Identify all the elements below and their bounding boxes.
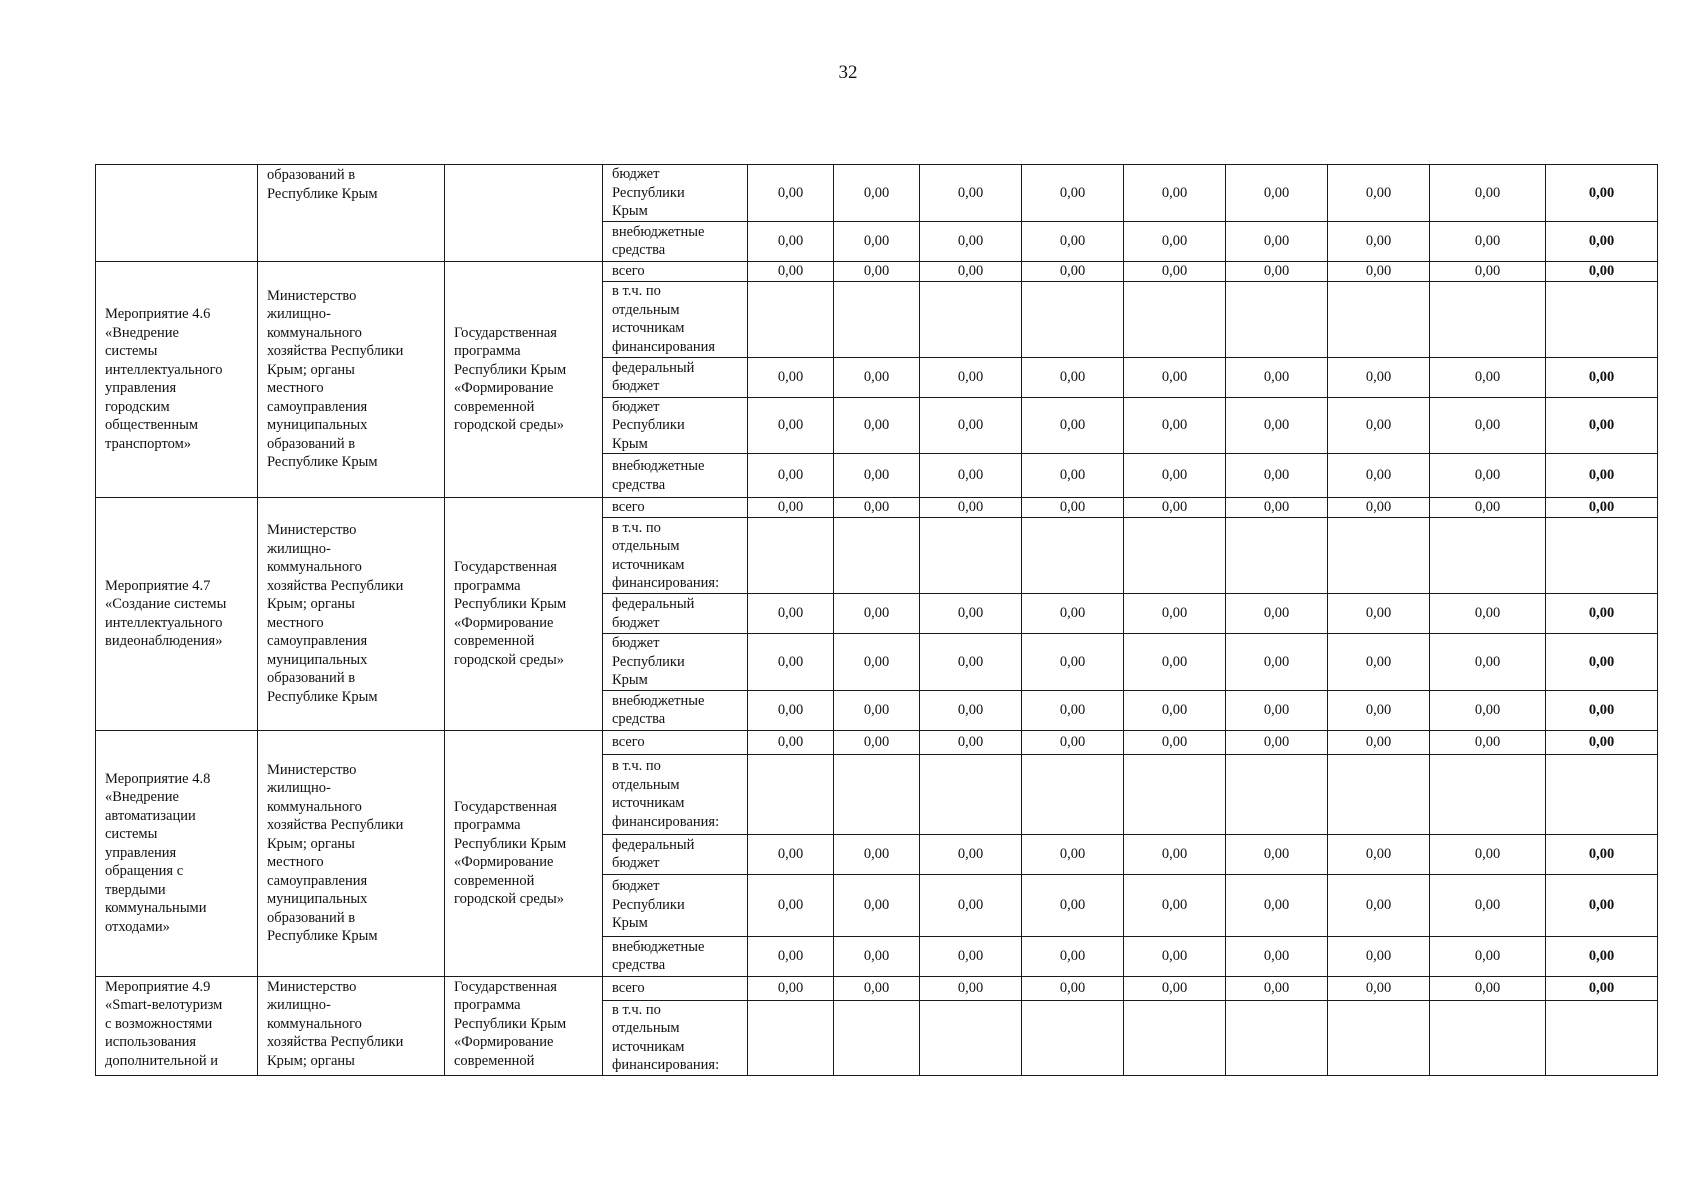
cell-value: 0,00 bbox=[1226, 357, 1328, 397]
cell-program bbox=[445, 730, 603, 976]
cell-value bbox=[1328, 518, 1430, 594]
cell-value: 0,00 bbox=[834, 498, 920, 518]
funding-source-text: в т.ч. по отдельным источникам финансирования bbox=[612, 283, 716, 355]
cell-funding-source bbox=[603, 754, 748, 834]
funding-source-text: в т.ч. по отдельным источникам финансирования: bbox=[612, 519, 720, 591]
cell-value: 0,00 bbox=[1546, 874, 1658, 936]
cell-value: 0,00 bbox=[834, 834, 920, 874]
cell-value bbox=[920, 1000, 1022, 1075]
cell-value bbox=[920, 518, 1022, 594]
cell-value: 0,00 bbox=[1226, 498, 1328, 518]
cell-value bbox=[834, 1000, 920, 1075]
cell-value: 0,00 bbox=[1430, 261, 1546, 281]
funding-source-text: федеральный бюджет bbox=[612, 836, 695, 871]
cell-value: 0,00 bbox=[1226, 976, 1328, 1000]
cell-value: 0,00 bbox=[1124, 690, 1226, 730]
cell-value: 0,00 bbox=[1022, 834, 1124, 874]
cell-value: 0,00 bbox=[1022, 165, 1124, 222]
cell-value: 0,00 bbox=[1022, 690, 1124, 730]
program-text: Государственная программа Республики Крым «Формирование современной городской среды» bbox=[454, 798, 567, 907]
cell-value: 0,00 bbox=[748, 976, 834, 1000]
cell-value: 0,00 bbox=[1328, 498, 1430, 518]
cell-value: 0,00 bbox=[1546, 634, 1658, 691]
cell-value bbox=[1226, 1000, 1328, 1075]
cell-value: 0,00 bbox=[1124, 834, 1226, 874]
cell-funding-source bbox=[603, 221, 748, 261]
cell-value: 0,00 bbox=[1226, 834, 1328, 874]
cell-value: 0,00 bbox=[1226, 936, 1328, 976]
cell-value bbox=[1328, 1000, 1430, 1075]
cell-value: 0,00 bbox=[1430, 454, 1546, 498]
cell-value: 0,00 bbox=[748, 397, 834, 454]
table-row bbox=[96, 498, 1658, 518]
table-row bbox=[96, 261, 1658, 281]
cell-value: 0,00 bbox=[1546, 834, 1658, 874]
cell-executor bbox=[258, 976, 445, 1075]
executor-text: Министерство жилищно- коммунального хозяйства Республики Крым; органы местного самоуправления муниципальных образований в Республике Крым bbox=[267, 287, 404, 471]
cell-value: 0,00 bbox=[748, 634, 834, 691]
cell-funding-source bbox=[603, 834, 748, 874]
cell-value: 0,00 bbox=[1226, 690, 1328, 730]
cell-value: 0,00 bbox=[1328, 594, 1430, 634]
cell-program bbox=[445, 261, 603, 498]
executor-text: Министерство жилищно- коммунального хозяйства Республики Крым; органы местного самоуправления муниципальных образований в Республике Крым bbox=[267, 522, 404, 705]
cell-value: 0,00 bbox=[1022, 634, 1124, 691]
cell-value: 0,00 bbox=[1430, 594, 1546, 634]
cell-program bbox=[445, 498, 603, 731]
funding-source-text: всего bbox=[612, 733, 645, 750]
cell-value: 0,00 bbox=[920, 261, 1022, 281]
cell-value: 0,00 bbox=[1430, 357, 1546, 397]
cell-value: 0,00 bbox=[1124, 221, 1226, 261]
cell-value: 0,00 bbox=[1430, 834, 1546, 874]
cell-value: 0,00 bbox=[748, 936, 834, 976]
cell-value: 0,00 bbox=[1226, 221, 1328, 261]
cell-value: 0,00 bbox=[1430, 221, 1546, 261]
cell-value: 0,00 bbox=[1226, 874, 1328, 936]
cell-funding-source bbox=[603, 498, 748, 518]
cell-value: 0,00 bbox=[1226, 165, 1328, 222]
cell-value: 0,00 bbox=[1430, 165, 1546, 222]
cell-value: 0,00 bbox=[834, 936, 920, 976]
cell-value bbox=[1430, 281, 1546, 357]
cell-value bbox=[1124, 1000, 1226, 1075]
funding-source-text: внебюджетные средства bbox=[612, 458, 705, 493]
funding-source-text: бюджет Республики Крым bbox=[612, 398, 685, 452]
cell-value bbox=[834, 518, 920, 594]
cell-value: 0,00 bbox=[1022, 730, 1124, 754]
cell-value: 0,00 bbox=[1546, 357, 1658, 397]
cell-activity bbox=[96, 976, 258, 1075]
cell-value: 0,00 bbox=[920, 976, 1022, 1000]
cell-activity bbox=[96, 730, 258, 976]
cell-value: 0,00 bbox=[834, 874, 920, 936]
cell-value: 0,00 bbox=[1328, 165, 1430, 222]
cell-funding-source bbox=[603, 397, 748, 454]
cell-value bbox=[1124, 754, 1226, 834]
cell-executor bbox=[258, 261, 445, 498]
cell-value: 0,00 bbox=[1124, 261, 1226, 281]
cell-value bbox=[1022, 281, 1124, 357]
page-number: 32 bbox=[838, 62, 858, 83]
cell-value: 0,00 bbox=[920, 498, 1022, 518]
funding-source-text: всего bbox=[612, 499, 645, 516]
funding-source-text: в т.ч. по отдельным источникам финансирования: bbox=[612, 758, 720, 830]
cell-value bbox=[748, 518, 834, 594]
cell-funding-source bbox=[603, 874, 748, 936]
cell-value: 0,00 bbox=[920, 357, 1022, 397]
funding-source-text: бюджет Республики Крым bbox=[612, 166, 685, 219]
cell-value: 0,00 bbox=[1022, 976, 1124, 1000]
cell-value: 0,00 bbox=[1546, 454, 1658, 498]
cell-funding-source bbox=[603, 357, 748, 397]
executor-text: Министерство жилищно- коммунального хозяйства Республики Крым; органы bbox=[267, 978, 404, 1069]
cell-value bbox=[1546, 1000, 1658, 1075]
funding-source-text: внебюджетные средства bbox=[612, 692, 705, 727]
table-row bbox=[96, 976, 1658, 1000]
cell-value: 0,00 bbox=[1430, 936, 1546, 976]
cell-value: 0,00 bbox=[834, 594, 920, 634]
cell-value bbox=[1022, 1000, 1124, 1075]
activity-text: Мероприятие 4.8 «Внедрение автоматизации системы управления обращения с твердыми коммунальными отходами» bbox=[105, 770, 211, 935]
cell-value: 0,00 bbox=[1546, 936, 1658, 976]
cell-value: 0,00 bbox=[1022, 357, 1124, 397]
cell-value: 0,00 bbox=[1022, 397, 1124, 454]
cell-funding-source bbox=[603, 518, 748, 594]
cell-value: 0,00 bbox=[748, 357, 834, 397]
cell-value bbox=[1546, 754, 1658, 834]
cell-funding-source bbox=[603, 730, 748, 754]
cell-value: 0,00 bbox=[1546, 221, 1658, 261]
cell-value: 0,00 bbox=[834, 634, 920, 691]
financing-table bbox=[95, 164, 1658, 1076]
cell-value: 0,00 bbox=[1124, 357, 1226, 397]
cell-value bbox=[1022, 754, 1124, 834]
cell-value: 0,00 bbox=[1328, 834, 1430, 874]
funding-source-text: федеральный бюджет bbox=[612, 596, 695, 631]
cell-funding-source bbox=[603, 936, 748, 976]
cell-value: 0,00 bbox=[1022, 261, 1124, 281]
cell-value: 0,00 bbox=[1328, 976, 1430, 1000]
cell-value: 0,00 bbox=[1022, 874, 1124, 936]
funding-source-text: федеральный бюджет bbox=[612, 359, 695, 394]
cell-value: 0,00 bbox=[748, 834, 834, 874]
cell-value bbox=[1022, 518, 1124, 594]
cell-value bbox=[834, 754, 920, 834]
cell-value: 0,00 bbox=[748, 165, 834, 222]
cell-value: 0,00 bbox=[1124, 498, 1226, 518]
cell-activity bbox=[96, 165, 258, 262]
cell-value: 0,00 bbox=[1124, 634, 1226, 691]
cell-value: 0,00 bbox=[834, 976, 920, 1000]
cell-value bbox=[1430, 518, 1546, 594]
funding-source-text: бюджет Республики Крым bbox=[612, 878, 685, 932]
cell-funding-source bbox=[603, 1000, 748, 1075]
cell-value: 0,00 bbox=[1546, 397, 1658, 454]
cell-value: 0,00 bbox=[1226, 261, 1328, 281]
cell-value: 0,00 bbox=[1328, 634, 1430, 691]
cell-value: 0,00 bbox=[1546, 594, 1658, 634]
cell-funding-source bbox=[603, 261, 748, 281]
cell-value: 0,00 bbox=[1328, 357, 1430, 397]
cell-value: 0,00 bbox=[834, 221, 920, 261]
cell-value: 0,00 bbox=[748, 730, 834, 754]
cell-value: 0,00 bbox=[920, 397, 1022, 454]
cell-program bbox=[445, 976, 603, 1075]
cell-value bbox=[1226, 281, 1328, 357]
cell-value: 0,00 bbox=[920, 834, 1022, 874]
cell-value: 0,00 bbox=[748, 498, 834, 518]
cell-value: 0,00 bbox=[1124, 397, 1226, 454]
cell-value: 0,00 bbox=[920, 936, 1022, 976]
cell-value bbox=[748, 281, 834, 357]
cell-value: 0,00 bbox=[834, 165, 920, 222]
cell-value: 0,00 bbox=[1546, 498, 1658, 518]
cell-value bbox=[1546, 281, 1658, 357]
cell-value: 0,00 bbox=[1124, 874, 1226, 936]
cell-value: 0,00 bbox=[1124, 165, 1226, 222]
cell-value: 0,00 bbox=[1546, 165, 1658, 222]
cell-value: 0,00 bbox=[1124, 730, 1226, 754]
cell-value: 0,00 bbox=[1124, 976, 1226, 1000]
cell-value: 0,00 bbox=[1430, 498, 1546, 518]
funding-source-text: всего bbox=[612, 979, 645, 996]
cell-value: 0,00 bbox=[1546, 730, 1658, 754]
cell-value: 0,00 bbox=[1226, 634, 1328, 691]
cell-value bbox=[1546, 518, 1658, 594]
cell-value: 0,00 bbox=[1022, 454, 1124, 498]
program-text: Государственная программа Республики Крым «Формирование современной городской среды» bbox=[454, 324, 567, 434]
cell-value bbox=[834, 281, 920, 357]
executor-text: образований в Республике Крым bbox=[267, 167, 378, 202]
cell-value: 0,00 bbox=[1328, 261, 1430, 281]
cell-value bbox=[1226, 518, 1328, 594]
cell-value bbox=[920, 281, 1022, 357]
cell-value: 0,00 bbox=[1328, 730, 1430, 754]
cell-value: 0,00 bbox=[920, 594, 1022, 634]
cell-value: 0,00 bbox=[1328, 397, 1430, 454]
cell-value: 0,00 bbox=[748, 261, 834, 281]
cell-executor bbox=[258, 165, 445, 262]
cell-funding-source bbox=[603, 281, 748, 357]
cell-activity bbox=[96, 261, 258, 498]
funding-source-text: внебюджетные средства bbox=[612, 223, 705, 258]
cell-funding-source bbox=[603, 165, 748, 222]
cell-value bbox=[1124, 281, 1226, 357]
cell-value: 0,00 bbox=[834, 261, 920, 281]
cell-value: 0,00 bbox=[834, 357, 920, 397]
cell-value: 0,00 bbox=[834, 397, 920, 454]
cell-value: 0,00 bbox=[1430, 634, 1546, 691]
cell-value: 0,00 bbox=[1226, 397, 1328, 454]
cell-funding-source bbox=[603, 690, 748, 730]
cell-value bbox=[748, 754, 834, 834]
cell-funding-source bbox=[603, 634, 748, 691]
cell-value bbox=[1430, 1000, 1546, 1075]
cell-value bbox=[920, 754, 1022, 834]
cell-value bbox=[1328, 281, 1430, 357]
cell-program bbox=[445, 165, 603, 262]
cell-value bbox=[1430, 754, 1546, 834]
cell-value: 0,00 bbox=[1226, 454, 1328, 498]
cell-value: 0,00 bbox=[1124, 594, 1226, 634]
cell-executor bbox=[258, 730, 445, 976]
program-text: Государственная программа Республики Крым «Формирование современной bbox=[454, 978, 567, 1069]
cell-value bbox=[748, 1000, 834, 1075]
activity-text: Мероприятие 4.6 «Внедрение системы интеллектуального управления городским общественным транспортом» bbox=[105, 306, 223, 452]
executor-text: Министерство жилищно- коммунального хозяйства Республики Крым; органы местного самоуправления муниципальных образований в Республике Крым bbox=[267, 761, 404, 944]
cell-value: 0,00 bbox=[748, 594, 834, 634]
cell-value: 0,00 bbox=[1328, 690, 1430, 730]
activity-text: Мероприятие 4.7 «Создание системы интеллектуального видеонаблюдения» bbox=[105, 577, 227, 650]
cell-value bbox=[1124, 518, 1226, 594]
funding-source-text: внебюджетные средства bbox=[612, 938, 705, 973]
table-row bbox=[96, 730, 1658, 754]
cell-value: 0,00 bbox=[1022, 594, 1124, 634]
cell-value: 0,00 bbox=[1328, 454, 1430, 498]
funding-source-text: в т.ч. по отдельным источникам финансирования: bbox=[612, 1001, 720, 1073]
cell-value: 0,00 bbox=[834, 454, 920, 498]
program-text: Государственная программа Республики Крым «Формирование современной городской среды» bbox=[454, 559, 567, 668]
cell-value: 0,00 bbox=[1022, 936, 1124, 976]
cell-value: 0,00 bbox=[920, 165, 1022, 222]
cell-value: 0,00 bbox=[748, 874, 834, 936]
cell-value: 0,00 bbox=[1328, 874, 1430, 936]
funding-source-text: бюджет Республики Крым bbox=[612, 635, 685, 688]
activity-text: Мероприятие 4.9 «Smart-велотуризм с возможностями использования дополнительной и bbox=[105, 978, 223, 1069]
cell-value bbox=[1226, 754, 1328, 834]
cell-value: 0,00 bbox=[834, 690, 920, 730]
cell-value: 0,00 bbox=[1430, 690, 1546, 730]
cell-value: 0,00 bbox=[1430, 874, 1546, 936]
cell-value: 0,00 bbox=[920, 454, 1022, 498]
cell-funding-source bbox=[603, 976, 748, 1000]
cell-value: 0,00 bbox=[1226, 730, 1328, 754]
cell-value: 0,00 bbox=[1430, 976, 1546, 1000]
cell-value: 0,00 bbox=[1546, 261, 1658, 281]
cell-activity bbox=[96, 498, 258, 731]
cell-value: 0,00 bbox=[1430, 397, 1546, 454]
cell-funding-source bbox=[603, 454, 748, 498]
cell-value: 0,00 bbox=[1124, 454, 1226, 498]
cell-value: 0,00 bbox=[920, 874, 1022, 936]
cell-value: 0,00 bbox=[920, 730, 1022, 754]
cell-value: 0,00 bbox=[1124, 936, 1226, 976]
cell-value: 0,00 bbox=[748, 221, 834, 261]
cell-value: 0,00 bbox=[748, 690, 834, 730]
table-row bbox=[96, 165, 1658, 222]
cell-value: 0,00 bbox=[1546, 976, 1658, 1000]
cell-value: 0,00 bbox=[1022, 221, 1124, 261]
cell-value: 0,00 bbox=[1226, 594, 1328, 634]
cell-value: 0,00 bbox=[1328, 936, 1430, 976]
funding-source-text: всего bbox=[612, 262, 645, 279]
cell-funding-source bbox=[603, 594, 748, 634]
cell-value: 0,00 bbox=[1546, 690, 1658, 730]
cell-value bbox=[1328, 754, 1430, 834]
cell-executor bbox=[258, 498, 445, 731]
cell-value: 0,00 bbox=[920, 221, 1022, 261]
cell-value: 0,00 bbox=[1328, 221, 1430, 261]
cell-value: 0,00 bbox=[1430, 730, 1546, 754]
cell-value: 0,00 bbox=[1022, 498, 1124, 518]
cell-value: 0,00 bbox=[920, 634, 1022, 691]
cell-value: 0,00 bbox=[748, 454, 834, 498]
cell-value: 0,00 bbox=[920, 690, 1022, 730]
cell-value: 0,00 bbox=[834, 730, 920, 754]
